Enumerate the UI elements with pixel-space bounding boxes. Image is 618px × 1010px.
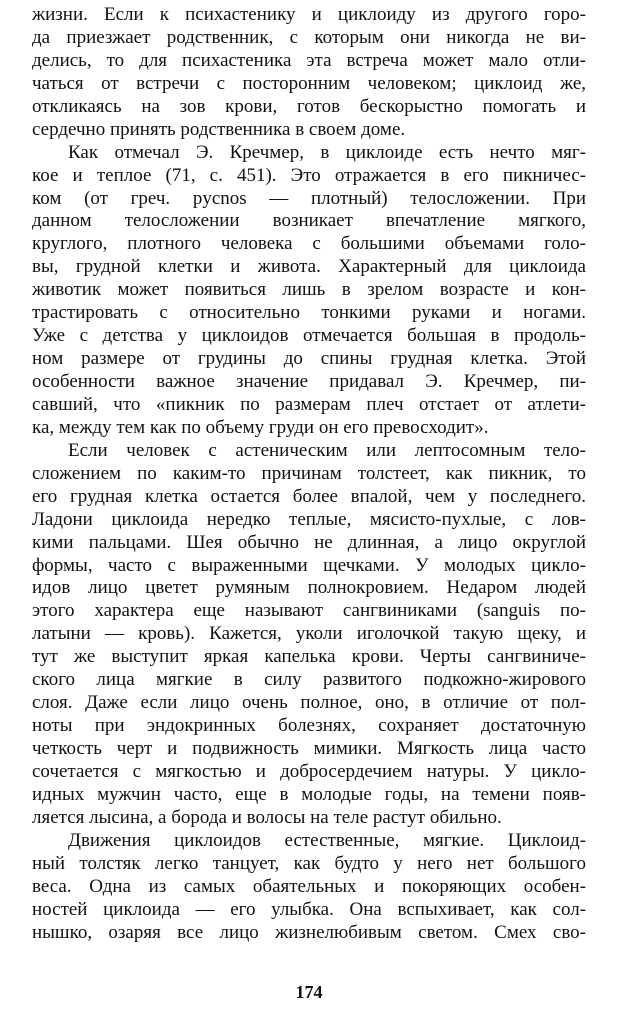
text-line: четкость черт и подвижность мимики. Мягкость лица часто	[32, 738, 586, 759]
text-line: Ладони циклоида нередко теплые, мясисто-пухлые, с лов-	[32, 508, 586, 530]
text-line: кими пальцами. Шея обычно не длинная, а лицо округлой	[32, 531, 586, 553]
text-line: откликаясь на зов крови, готов бескорыстно помогать и	[32, 95, 586, 117]
text-line: особенности важное значение придавал Э. Кречмер, пи-	[32, 371, 586, 392]
text-line: Если человек с астеническим или лептосомным тело-	[68, 439, 586, 461]
paragraph	[32, 440, 586, 830]
text-line: тут же выступит яркая капелька крови. Черты сангвиниче-	[32, 646, 586, 668]
text-line: ном размере от грудины до спины грудная клетка. Этой	[32, 348, 586, 370]
text-line: животик может появиться лишь в зрелом возрасте и кон-	[32, 279, 586, 301]
text-line: нышко, озаряя все лицо жизнелюбивым светом. Смех сво-	[32, 921, 586, 943]
text-line: круглого, плотного человека с большими объемами голо-	[32, 233, 586, 255]
text-line: веса. Одна из самых обаятельных и покоряющих особен-	[32, 875, 586, 897]
text-line: ноты при эндокринных болезнях, сохраняет достаточную	[32, 715, 586, 737]
text-line: данном телосложении возникает впечатление мягкого,	[32, 210, 586, 232]
text-line: вы, грудной клетки и живота. Характерный для циклоида	[32, 256, 586, 278]
text-line: ностей циклоида — его улыбка. Она вспыхивает, как сол-	[32, 898, 586, 920]
text-line: этого характера еще называют сангвиниками (sanguis по-	[32, 600, 586, 622]
text-line: сочетается с мягкостью и добросердечием натуры. У цикло-	[32, 760, 586, 782]
text-line: ком (от греч. pycnos — плотный) телосложении. При	[32, 187, 586, 209]
text-line: жизни. Если к психастенику и циклоиду из другого горо-	[32, 4, 586, 25]
text-line: идных мужчин часто, еще в молодые годы, на темени появ-	[32, 783, 586, 805]
paragraph	[32, 142, 586, 440]
text-line: ского лица мягкие в силу развитого подкожно-жирового	[32, 669, 586, 691]
text-line: его грудная клетка остается более впалой, чем у последнего.	[32, 485, 586, 507]
text-line: ка, между тем как по объему груди он его превосходит».	[32, 416, 489, 438]
text-line: делись, то для психастеника эта встреча может мало отли-	[32, 49, 586, 71]
text-line: идов лицо цветет румяным полнокровием. Недаром людей	[32, 577, 586, 599]
text-line: савший, что «пикник по размерам плеч отстает от атлети-	[32, 393, 586, 415]
text-line: сердечно принять родственника в своем доме.	[32, 118, 406, 140]
text-line: чаться от встречи с посторонним человеком; циклоид же,	[32, 72, 586, 94]
text-line: формы, часто с выраженными щечками. У молодых цикло-	[32, 554, 586, 576]
text-line: кое и теплое (71, с. 451). Это отражается в его пикничес-	[32, 164, 586, 186]
text-line: да приезжает родственник, с которым они никогда не ви-	[32, 26, 586, 48]
text-line: Уже с детства у циклоидов отмечается большая в продоль-	[32, 325, 586, 347]
text-line: сложением по каким-то причинам толстеет, как пикник, то	[32, 462, 586, 484]
text-line: трастировать с относительно тонкими руками и ногами.	[32, 302, 586, 324]
text-line: ляется лысина, а борода и волосы на теле растут обильно.	[32, 806, 502, 828]
text-line: Движения циклоидов естественные, мягкие. Циклоид-	[68, 829, 586, 851]
page-number: 174	[295, 982, 323, 1002]
text-line: ный толстяк легко танцует, как будто у него нет большого	[32, 852, 586, 874]
text-line: Как отмечал Э. Кречмер, в циклоиде есть нечто мяг-	[68, 141, 586, 163]
text-line: слоя. Даже если лицо очень полное, оно, в отличие от пол-	[32, 692, 586, 714]
paragraph	[32, 4, 586, 142]
paragraph	[32, 830, 586, 945]
text-line: латыни — кровь). Кажется, уколи иголочкой такую щеку, и	[32, 623, 586, 645]
body-text	[32, 4, 586, 944]
